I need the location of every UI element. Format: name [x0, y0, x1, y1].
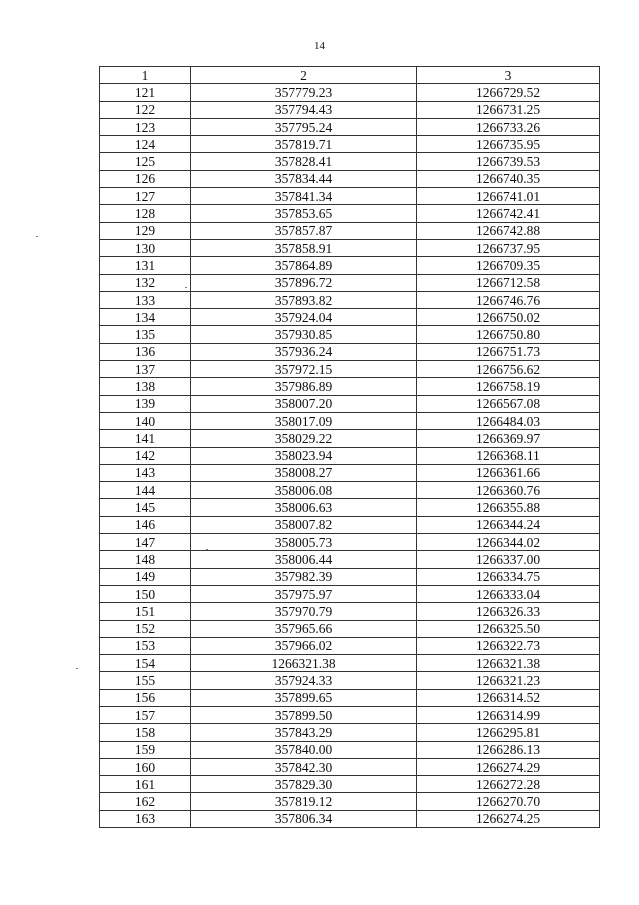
x-coordinate-cell: 358007.20 — [191, 395, 417, 412]
x-coordinate-cell: 357896.72 — [191, 274, 417, 291]
table-row — [100, 205, 600, 222]
x-coordinate-cell: 357966.02 — [191, 637, 417, 654]
table-row — [100, 136, 600, 153]
y-coordinate-cell: 1266334.75 — [417, 568, 600, 585]
x-coordinate-cell: 357899.50 — [191, 706, 417, 723]
y-coordinate-cell: 1266739.53 — [417, 153, 600, 170]
point-number-cell: 161 — [100, 776, 191, 793]
y-coordinate-cell: 1266274.29 — [417, 758, 600, 775]
table-row — [100, 274, 600, 291]
y-coordinate-cell: 1266735.95 — [417, 136, 600, 153]
table-row — [100, 724, 600, 741]
table-row — [100, 655, 600, 672]
point-number-cell: 121 — [100, 84, 191, 101]
table-row — [100, 395, 600, 412]
point-number-cell: 126 — [100, 170, 191, 187]
table-row — [100, 343, 600, 360]
table-row — [100, 793, 600, 810]
point-number-cell: 130 — [100, 239, 191, 256]
y-coordinate-cell: 1266750.02 — [417, 309, 600, 326]
y-coordinate-cell: 1266337.00 — [417, 551, 600, 568]
table-row — [100, 222, 600, 239]
y-coordinate-cell: 1266360.76 — [417, 482, 600, 499]
y-coordinate-cell: 1266369.97 — [417, 430, 600, 447]
y-coordinate-cell: 1266740.35 — [417, 170, 600, 187]
y-coordinate-cell: 1266361.66 — [417, 464, 600, 481]
table-row — [100, 810, 600, 827]
point-number-cell: 123 — [100, 118, 191, 135]
y-coordinate-cell: 1266729.52 — [417, 84, 600, 101]
x-coordinate-cell: 357840.00 — [191, 741, 417, 758]
y-coordinate-cell: 1266321.38 — [417, 655, 600, 672]
point-number-cell: 144 — [100, 482, 191, 499]
x-coordinate-cell: 357858.91 — [191, 239, 417, 256]
scan-speck — [206, 549, 208, 550]
y-coordinate-cell: 1266484.03 — [417, 412, 600, 429]
x-coordinate-cell: 357899.65 — [191, 689, 417, 706]
column-header-2: 2 — [191, 67, 417, 84]
point-number-cell: 133 — [100, 291, 191, 308]
x-coordinate-cell: 357819.12 — [191, 793, 417, 810]
point-number-cell: 149 — [100, 568, 191, 585]
table-row — [100, 706, 600, 723]
table-row — [100, 430, 600, 447]
table-row — [100, 776, 600, 793]
table-row — [100, 309, 600, 326]
x-coordinate-cell: 358006.08 — [191, 482, 417, 499]
point-number-cell: 153 — [100, 637, 191, 654]
point-number-cell: 151 — [100, 603, 191, 620]
y-coordinate-cell: 1266286.13 — [417, 741, 600, 758]
table-row — [100, 447, 600, 464]
point-number-cell: 140 — [100, 412, 191, 429]
point-number-cell: 147 — [100, 534, 191, 551]
x-coordinate-cell: 357853.65 — [191, 205, 417, 222]
x-coordinate-cell: 358006.44 — [191, 551, 417, 568]
point-number-cell: 127 — [100, 188, 191, 205]
point-number-cell: 135 — [100, 326, 191, 343]
y-coordinate-cell: 1266709.35 — [417, 257, 600, 274]
table-row — [100, 637, 600, 654]
x-coordinate-cell: 357924.33 — [191, 672, 417, 689]
table-row — [100, 499, 600, 516]
point-number-cell: 154 — [100, 655, 191, 672]
table-row — [100, 170, 600, 187]
x-coordinate-cell: 357975.97 — [191, 585, 417, 602]
x-coordinate-cell: 357986.89 — [191, 378, 417, 395]
x-coordinate-cell: 358008.27 — [191, 464, 417, 481]
point-number-cell: 137 — [100, 361, 191, 378]
y-coordinate-cell: 1266274.25 — [417, 810, 600, 827]
x-coordinate-cell: 357795.24 — [191, 118, 417, 135]
table-row — [100, 689, 600, 706]
x-coordinate-cell: 357779.23 — [191, 84, 417, 101]
table-row — [100, 378, 600, 395]
x-coordinate-cell: 357936.24 — [191, 343, 417, 360]
table-row — [100, 620, 600, 637]
table-row — [100, 568, 600, 585]
point-number-cell: 160 — [100, 758, 191, 775]
y-coordinate-cell: 1266344.24 — [417, 516, 600, 533]
table-row — [100, 239, 600, 256]
point-number-cell: 162 — [100, 793, 191, 810]
point-number-cell: 139 — [100, 395, 191, 412]
y-coordinate-cell: 1266758.19 — [417, 378, 600, 395]
y-coordinate-cell: 1266355.88 — [417, 499, 600, 516]
y-coordinate-cell: 1266321.23 — [417, 672, 600, 689]
x-coordinate-cell: 357842.30 — [191, 758, 417, 775]
table-row — [100, 153, 600, 170]
x-coordinate-cell: 358023.94 — [191, 447, 417, 464]
x-coordinate-cell: 357972.15 — [191, 361, 417, 378]
y-coordinate-cell: 1266756.62 — [417, 361, 600, 378]
y-coordinate-cell: 1266751.73 — [417, 343, 600, 360]
table-row — [100, 326, 600, 343]
point-number-cell: 129 — [100, 222, 191, 239]
table-row — [100, 361, 600, 378]
x-coordinate-cell: 357970.79 — [191, 603, 417, 620]
table-row — [100, 188, 600, 205]
y-coordinate-cell: 1266742.88 — [417, 222, 600, 239]
x-coordinate-cell: 358006.63 — [191, 499, 417, 516]
point-number-cell: 145 — [100, 499, 191, 516]
x-coordinate-cell: 358029.22 — [191, 430, 417, 447]
table-row — [100, 551, 600, 568]
scan-speck — [185, 287, 187, 288]
y-coordinate-cell: 1266368.11 — [417, 447, 600, 464]
y-coordinate-cell: 1266272.28 — [417, 776, 600, 793]
x-coordinate-cell: 1266321.38 — [191, 655, 417, 672]
scan-speck — [36, 236, 38, 237]
x-coordinate-cell: 357829.30 — [191, 776, 417, 793]
table-row — [100, 482, 600, 499]
table-header-row — [100, 67, 600, 84]
point-number-cell: 156 — [100, 689, 191, 706]
x-coordinate-cell: 357794.43 — [191, 101, 417, 118]
point-number-cell: 131 — [100, 257, 191, 274]
y-coordinate-cell: 1266325.50 — [417, 620, 600, 637]
y-coordinate-cell: 1266344.02 — [417, 534, 600, 551]
table-row — [100, 257, 600, 274]
x-coordinate-cell: 357930.85 — [191, 326, 417, 343]
table-row — [100, 585, 600, 602]
table-row — [100, 291, 600, 308]
point-number-cell: 157 — [100, 706, 191, 723]
y-coordinate-cell: 1266326.33 — [417, 603, 600, 620]
table-row — [100, 118, 600, 135]
y-coordinate-cell: 1266314.99 — [417, 706, 600, 723]
table-row — [100, 741, 600, 758]
y-coordinate-cell: 1266567.08 — [417, 395, 600, 412]
page-number: 14 — [314, 40, 325, 52]
point-number-cell: 138 — [100, 378, 191, 395]
point-number-cell: 128 — [100, 205, 191, 222]
table-row — [100, 101, 600, 118]
point-number-cell: 159 — [100, 741, 191, 758]
table-row — [100, 412, 600, 429]
x-coordinate-cell: 357982.39 — [191, 568, 417, 585]
point-number-cell: 142 — [100, 447, 191, 464]
table-row — [100, 516, 600, 533]
point-number-cell: 148 — [100, 551, 191, 568]
point-number-cell: 132 — [100, 274, 191, 291]
y-coordinate-cell: 1266746.76 — [417, 291, 600, 308]
scan-speck — [76, 668, 78, 669]
table-row — [100, 603, 600, 620]
point-number-cell: 152 — [100, 620, 191, 637]
column-header-1: 1 — [100, 67, 191, 84]
y-coordinate-cell: 1266333.04 — [417, 585, 600, 602]
point-number-cell: 134 — [100, 309, 191, 326]
y-coordinate-cell: 1266322.73 — [417, 637, 600, 654]
point-number-cell: 158 — [100, 724, 191, 741]
x-coordinate-cell: 357828.41 — [191, 153, 417, 170]
point-number-cell: 150 — [100, 585, 191, 602]
point-number-cell: 122 — [100, 101, 191, 118]
table-row — [100, 464, 600, 481]
table-row — [100, 758, 600, 775]
y-coordinate-cell: 1266270.70 — [417, 793, 600, 810]
column-header-3: 3 — [417, 67, 600, 84]
x-coordinate-cell: 357819.71 — [191, 136, 417, 153]
x-coordinate-cell: 357924.04 — [191, 309, 417, 326]
x-coordinate-cell: 358007.82 — [191, 516, 417, 533]
x-coordinate-cell: 357834.44 — [191, 170, 417, 187]
y-coordinate-cell: 1266733.26 — [417, 118, 600, 135]
y-coordinate-cell: 1266742.41 — [417, 205, 600, 222]
point-number-cell: 141 — [100, 430, 191, 447]
y-coordinate-cell: 1266712.58 — [417, 274, 600, 291]
y-coordinate-cell: 1266731.25 — [417, 101, 600, 118]
point-number-cell: 143 — [100, 464, 191, 481]
table-body — [100, 84, 600, 828]
x-coordinate-cell: 358017.09 — [191, 412, 417, 429]
table-row — [100, 534, 600, 551]
x-coordinate-cell: 357841.34 — [191, 188, 417, 205]
y-coordinate-cell: 1266295.81 — [417, 724, 600, 741]
x-coordinate-cell: 358005.73 — [191, 534, 417, 551]
x-coordinate-cell: 357806.34 — [191, 810, 417, 827]
table-row — [100, 672, 600, 689]
coordinates-table — [99, 66, 600, 828]
point-number-cell: 155 — [100, 672, 191, 689]
point-number-cell: 125 — [100, 153, 191, 170]
x-coordinate-cell: 357893.82 — [191, 291, 417, 308]
y-coordinate-cell: 1266741.01 — [417, 188, 600, 205]
y-coordinate-cell: 1266750.80 — [417, 326, 600, 343]
point-number-cell: 124 — [100, 136, 191, 153]
table-row — [100, 84, 600, 101]
point-number-cell: 146 — [100, 516, 191, 533]
y-coordinate-cell: 1266737.95 — [417, 239, 600, 256]
x-coordinate-cell: 357857.87 — [191, 222, 417, 239]
x-coordinate-cell: 357843.29 — [191, 724, 417, 741]
x-coordinate-cell: 357965.66 — [191, 620, 417, 637]
point-number-cell: 136 — [100, 343, 191, 360]
x-coordinate-cell: 357864.89 — [191, 257, 417, 274]
y-coordinate-cell: 1266314.52 — [417, 689, 600, 706]
point-number-cell: 163 — [100, 810, 191, 827]
